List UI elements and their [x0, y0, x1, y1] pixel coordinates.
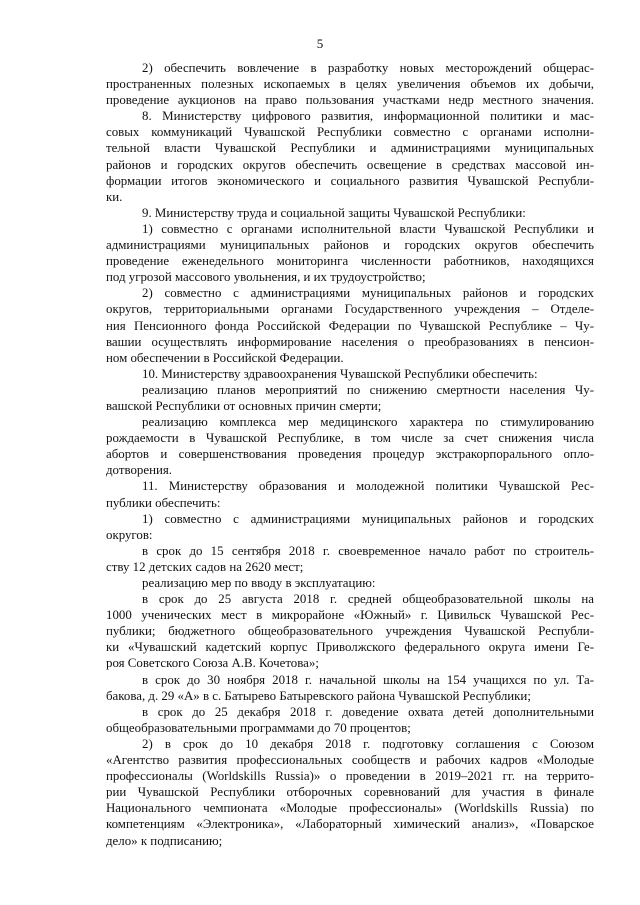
text-line: 1) совместно с администрациями муниципальных районов и городских — [142, 511, 594, 526]
text-line: дело» к подписанию; — [106, 833, 223, 848]
text-line: ству 12 детских садов на 2620 мест; — [106, 559, 304, 574]
text-line: дотворения. — [106, 463, 173, 478]
text-line: 1000 ученических мест в микрорайоне «Южный» г. Цивильск Чувашской Рес- — [106, 608, 594, 623]
text-line: в срок до 25 августа 2018 г. средней общеобразовательной школы на — [142, 592, 594, 607]
text-line: реализацию мер по вводу в эксплуатацию: — [142, 576, 376, 590]
text-line: совых коммуникаций Чувашской Республики совместно с органами исполни- — [106, 125, 594, 140]
text-line: формации итогов экономического и социального развития Чувашской Республи- — [106, 173, 594, 188]
text-line: вашии осуществлять информирование населения о преобразованиях в пенсион- — [106, 334, 594, 349]
text-line: ки. — [106, 189, 123, 204]
text-line: ном обеспечении в Российской Федерации. — [106, 350, 344, 365]
text-line: абортов и совершенствования проведения процедур экстракорпорального оплo- — [106, 447, 594, 462]
text-line: публики обеспечить: — [106, 495, 221, 510]
text-line: реализацию комплекса мер медицинского характера по стимулированию — [142, 415, 594, 430]
text-line: районов и городских округов обеспечить освещение в средствах массовой ин- — [106, 157, 594, 172]
text-line: бакова, д. 29 «А» в с. Батырево Батыревского района Чувашской Республики; — [106, 688, 531, 703]
text-line: тельной власти Чувашской Республики и администрациями муниципальных — [106, 141, 594, 156]
page-number: 5 — [316, 36, 324, 51]
text-line: округов: — [106, 527, 153, 542]
text-line: публики; бюджетного общеобразовательного учреждения Чувашской Республи- — [106, 624, 594, 639]
text-line: в срок до 25 декабря 2018 г. доведение охвата детей дополнительными — [142, 704, 594, 719]
text-line: ния Пенсионного фонда Российской Федерации по Чувашской Республике – Чу- — [106, 318, 594, 333]
text-line: компетенциям «Электроника», «Лабораторный химический анализ», «Поварское — [106, 817, 594, 832]
text-line: ки «Чувашский кадетский корпус Приволжского федерального округа имени Ге- — [106, 640, 594, 655]
text-line: 2) в срок до 10 декабря 2018 г. подготовку соглашения с Союзом — [142, 736, 594, 751]
text-line: 1) совместно с органами исполнительной власти Чувашской Республики и — [142, 221, 594, 236]
text-line: проведение аукционов на право пользования участками недр местного значения. — [106, 93, 594, 108]
text-line: реализацию планов мероприятий по снижению смертности населения Чу- — [142, 382, 594, 397]
text-line: округов, территориальными органами Государственного учреждения – Отделе- — [106, 302, 594, 317]
text-line: «Агентство развития профессиональных сообществ и рабочих кадров «Молодые — [106, 753, 594, 768]
text-line: профессионалы (Worldskills Russia)» о проведении в 2019–2021 гг. на террито- — [106, 769, 594, 784]
text-line: пространенных полезных ископаемых в целях увеличения объемов их добычи, — [106, 77, 594, 92]
text-line: 9. Министерству труда и социальной защиты Чувашской Республики: — [142, 205, 526, 220]
text-line: вашской Республики от основных причин смерти; — [106, 398, 382, 413]
text-line: в срок до 30 ноября 2018 г. начальной школы на 154 учащихся по ул. Та- — [142, 672, 594, 687]
text-line: 2) обеспечить вовлечение в разработку новых месторождений общерас- — [142, 61, 594, 75]
text-line: в срок до 15 сентября 2018 г. своевременное начало работ по строитель- — [142, 543, 594, 558]
text-line: 11. Министерству образования и молодежной политики Чувашской Рес- — [142, 479, 594, 494]
text-line: администрациями муниципальных районов и городских округов обеспечить — [106, 238, 594, 253]
text-line: Национального чемпионата «Молодые профессионалы» (Worldskills Russia) по — [106, 801, 594, 816]
text-line: рождаемости в Чувашской Республике, в том числе за счет снижения числа — [106, 431, 594, 446]
text-line: под угрозой массового увольнения, и их трудоустройство; — [106, 270, 426, 285]
text-line: проведение еженедельного мониторинга численности работников, находящихся — [106, 254, 594, 269]
text-line: общеобразовательными программами до 70 процентов; — [106, 720, 411, 735]
text-line: 8. Министерству цифрового развития, информационной политики и мас- — [142, 109, 594, 124]
document-body — [106, 60, 594, 849]
text-line: роя Советского Союза А.В. Кочетова»; — [106, 656, 319, 671]
text-line: 2) совместно с администрациями муниципальных районов и городских — [142, 286, 594, 301]
text-line: 10. Министерству здравоохранения Чувашской Республики обеспечить: — [142, 366, 538, 381]
text-line: рии Чувашской Республики отборочных соревнований для участия в финале — [106, 785, 594, 800]
